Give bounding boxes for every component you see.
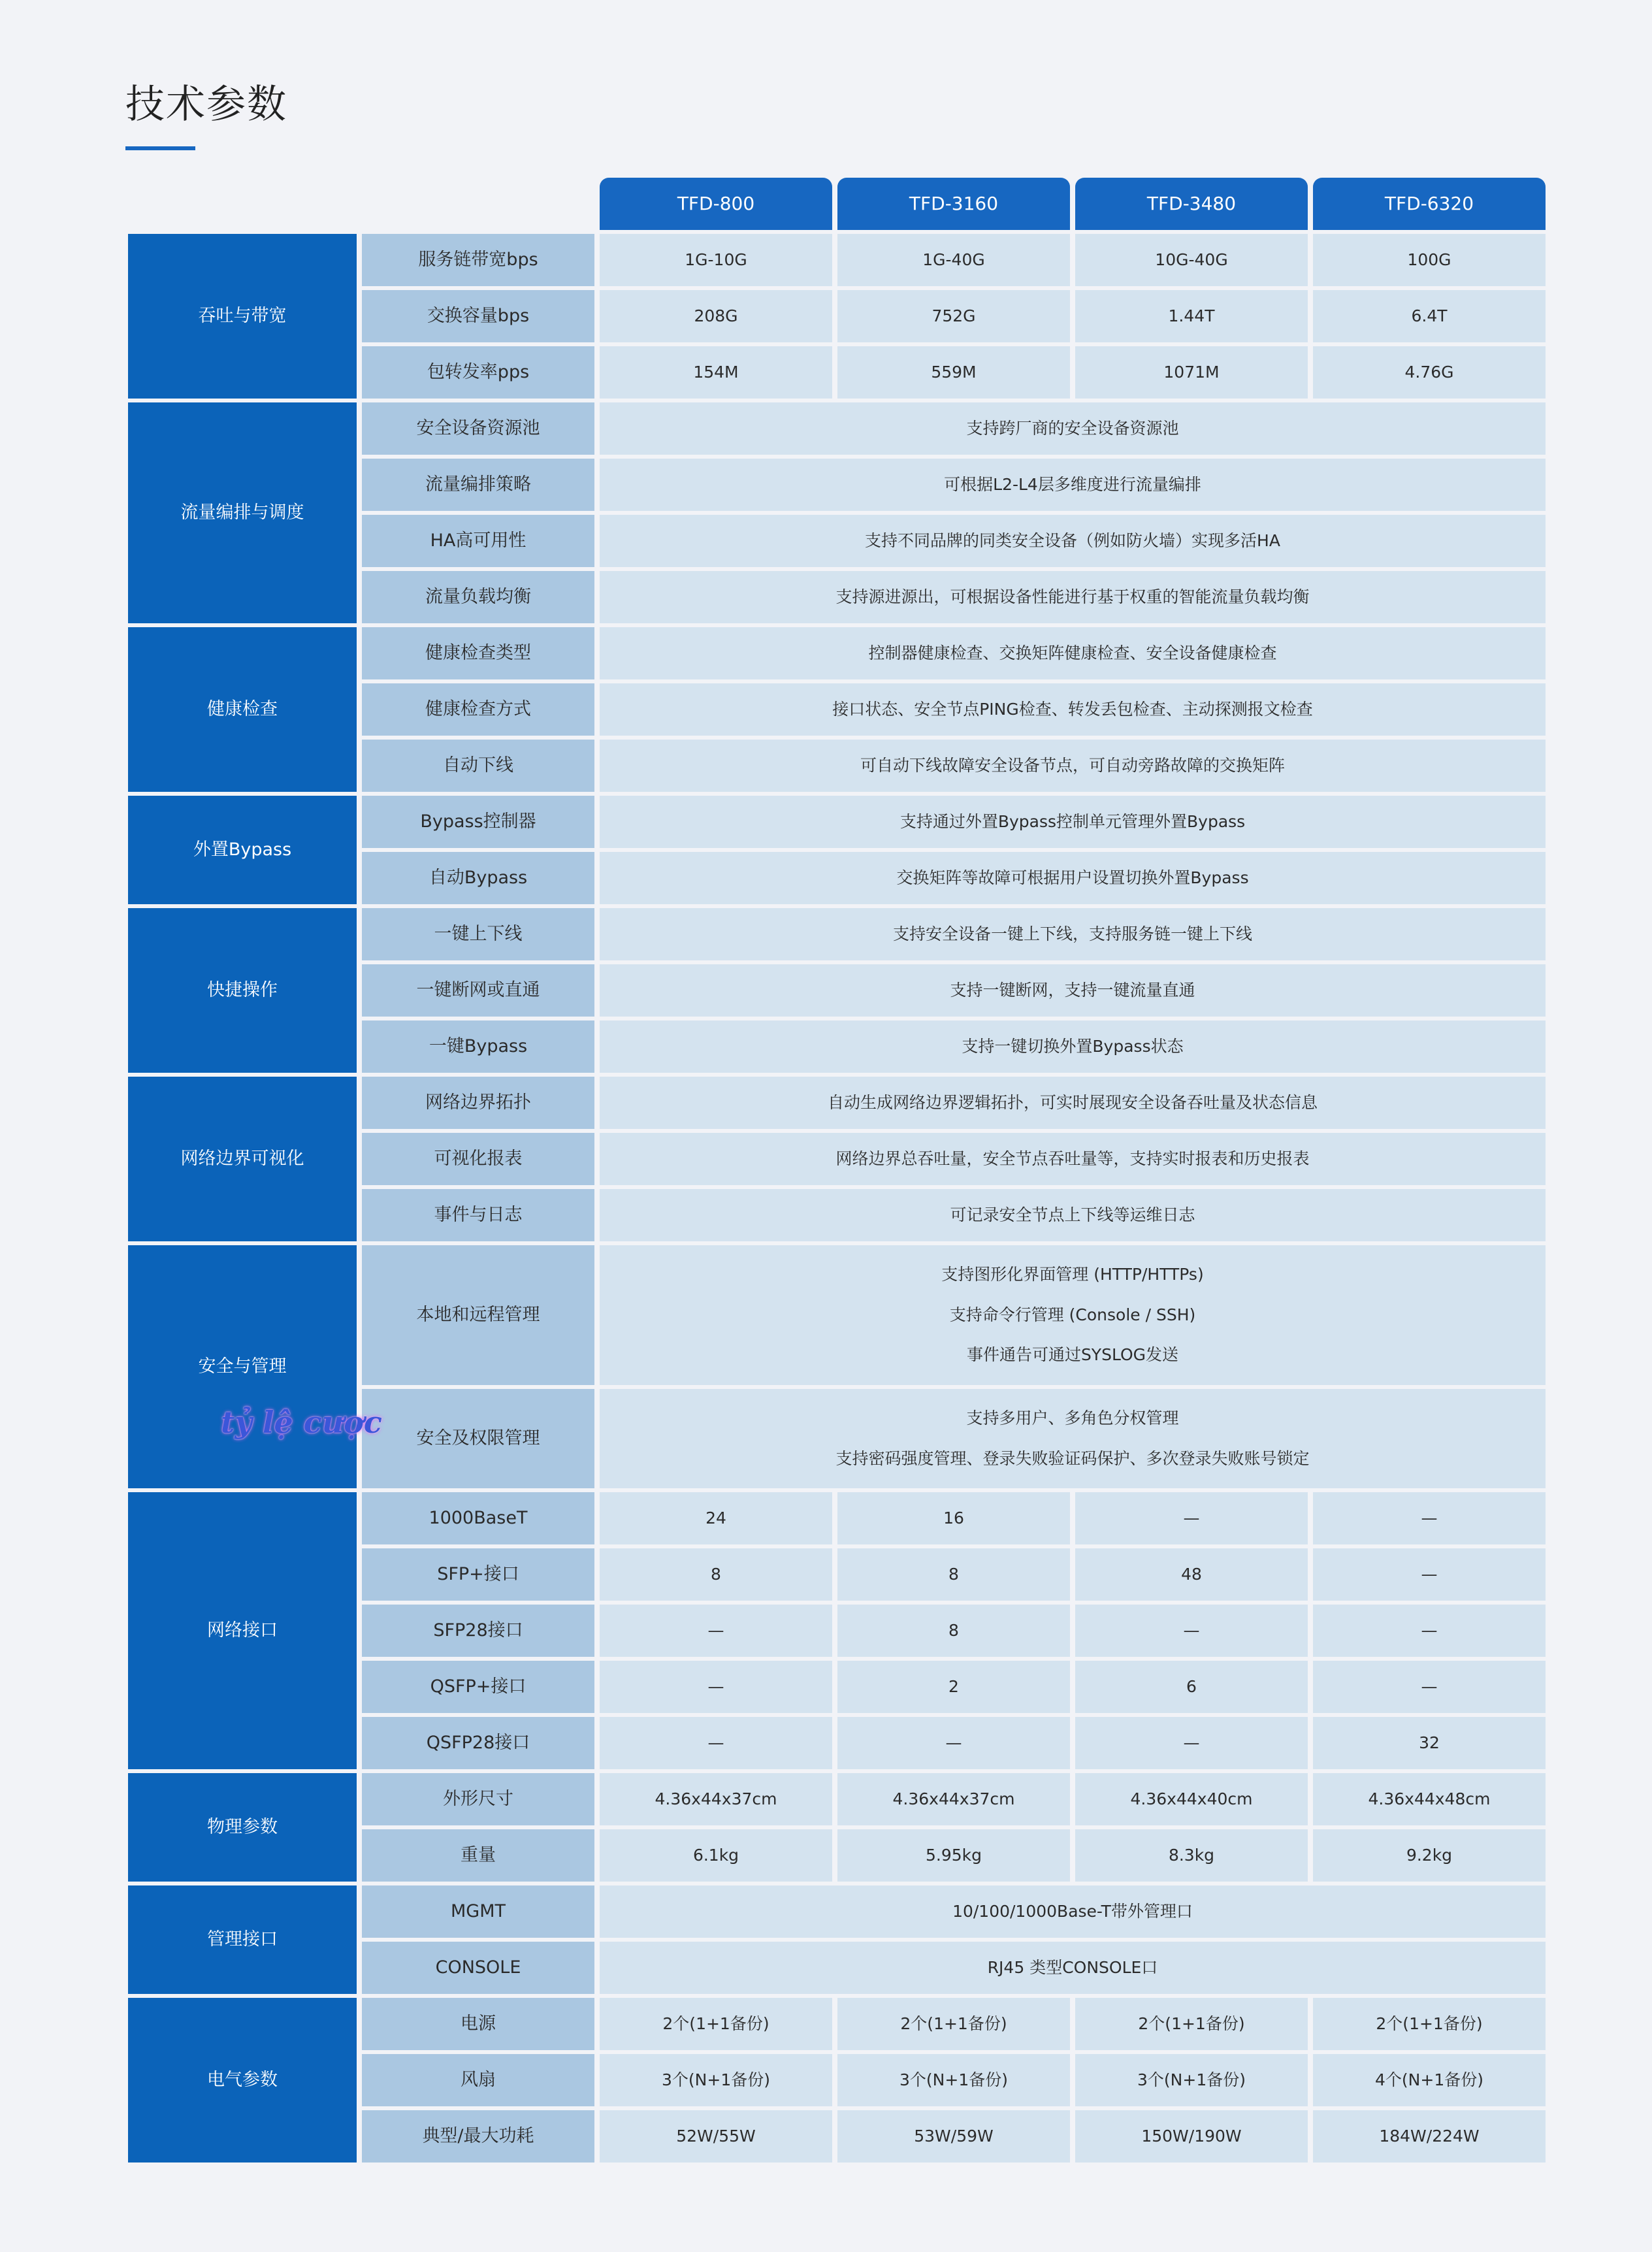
category-health: 健康检查 [128,627,357,792]
value-cell: 1071M [1075,346,1308,399]
param-security-permission: 安全及权限管理 [362,1389,594,1488]
value-cell: 1G-10G [600,234,832,286]
value-line: 支持图形化界面管理 (HTTP/HTTPs) [941,1265,1204,1284]
spec-table [128,178,1546,2162]
value-line: 支持命令行管理 (Console / SSH) [949,1305,1196,1324]
value-cell: 52W/55W [600,2110,832,2162]
param-auto-offline: 自动下线 [362,740,594,792]
value-cell: — [600,1661,832,1713]
value-cell: — [1313,1661,1546,1713]
param-sfp-plus: SFP+接口 [362,1548,594,1601]
param-security-resource-pool: 安全设备资源池 [362,402,594,455]
value-cell-span: 网络边界总吞吐量，安全节点吞吐量等，支持实时报表和历史报表 [600,1133,1546,1185]
value-cell: 4.36x44x37cm [837,1773,1070,1825]
value-cell: 6.4T [1313,290,1546,342]
param-network-topology: 网络边界拓扑 [362,1077,594,1129]
value-cell: 4.76G [1313,346,1546,399]
watermark-text: tỷ lệ cược [221,1405,382,1440]
param-mgmt: MGMT [362,1885,594,1938]
value-cell: — [837,1717,1070,1769]
model-header-tfd-800: TFD-800 [600,178,832,230]
value-cell: 3个(N+1备份) [600,2054,832,2106]
param-bypass-controller: Bypass控制器 [362,796,594,848]
value-cell: 3个(N+1备份) [1075,2054,1308,2106]
value-cell: 154M [600,346,832,399]
value-cell: 6 [1075,1661,1308,1713]
value-cell: 1.44T [1075,290,1308,342]
value-cell-multiline [600,1245,1546,1385]
value-cell-span: 控制器健康检查、交换矩阵健康检查、安全设备健康检查 [600,627,1546,679]
value-cell: — [600,1605,832,1657]
category-bypass: 外置Bypass [128,796,357,904]
value-cell: — [1313,1605,1546,1657]
value-cell: 184W/224W [1313,2110,1546,2162]
param-packet-forwarding-rate: 包转发率pps [362,346,594,399]
value-cell-span: 交换矩阵等故障可根据用户设置切换外置Bypass [600,852,1546,904]
value-cell-multiline [600,1389,1546,1488]
category-traffic: 流量编排与调度 [128,402,357,623]
value-cell: 10G-40G [1075,234,1308,286]
value-cell: 8 [837,1605,1070,1657]
param-traffic-orchestration: 流量编排策略 [362,459,594,511]
value-line: 支持多用户、多角色分权管理 [966,1409,1179,1428]
param-switching-capacity: 交换容量bps [362,290,594,342]
value-cell: 208G [600,290,832,342]
value-cell: 4个(N+1备份) [1313,2054,1546,2106]
param-health-check-method: 健康检查方式 [362,683,594,736]
value-line: 事件通告可通过SYSLOG发送 [966,1345,1179,1365]
value-cell: — [1313,1492,1546,1544]
value-cell: — [600,1717,832,1769]
value-cell: 3个(N+1备份) [837,2054,1070,2106]
category-visual: 网络边界可视化 [128,1077,357,1241]
value-line: 支持密码强度管理、登录失败验证码保护、多次登录失败账号锁定 [835,1448,1310,1468]
param-one-click-online: 一键上下线 [362,908,594,960]
value-cell: 5.95kg [837,1829,1070,1882]
param-local-remote-management: 本地和远程管理 [362,1245,594,1385]
value-cell: 4.36x44x40cm [1075,1773,1308,1825]
category-throughput: 吞吐与带宽 [128,234,357,399]
value-cell-span: 可自动下线故障安全设备节点，可自动旁路故障的交换矩阵 [600,740,1546,792]
category-physical: 物理参数 [128,1773,357,1882]
model-header-tfd-3480: TFD-3480 [1075,178,1308,230]
value-cell: 4.36x44x48cm [1313,1773,1546,1825]
param-visual-report: 可视化报表 [362,1133,594,1185]
value-cell: — [1075,1717,1308,1769]
value-cell: 752G [837,290,1070,342]
value-cell: 2个(1+1备份) [837,1998,1070,2050]
value-cell-span: RJ45 类型CONSOLE口 [600,1942,1546,1994]
category-ports: 网络接口 [128,1492,357,1769]
value-cell: 1G-40G [837,234,1070,286]
value-cell: 32 [1313,1717,1546,1769]
param-fan: 风扇 [362,2054,594,2106]
value-cell-span: 支持跨厂商的安全设备资源池 [600,402,1546,455]
param-service-chain-bandwidth: 服务链带宽bps [362,234,594,286]
param-console: CONSOLE [362,1942,594,1994]
value-cell-span: 支持一键切换外置Bypass状态 [600,1020,1546,1073]
value-cell: 8 [600,1548,832,1601]
page-title: 技术参数 [125,82,287,127]
param-load-balancing: 流量负载均衡 [362,571,594,623]
param-1000baset: 1000BaseT [362,1492,594,1544]
value-cell: 48 [1075,1548,1308,1601]
param-power-supply: 电源 [362,1998,594,2050]
value-cell: 53W/59W [837,2110,1070,2162]
model-header-tfd-3160: TFD-3160 [837,178,1070,230]
category-security: 安全与管理 [128,1245,357,1488]
value-cell: 6.1kg [600,1829,832,1882]
value-cell: 559M [837,346,1070,399]
value-cell-span: 支持通过外置Bypass控制单元管理外置Bypass [600,796,1546,848]
value-cell: 2个(1+1备份) [1075,1998,1308,2050]
value-cell: 9.2kg [1313,1829,1546,1882]
value-cell-span: 可记录安全节点上下线等运维日志 [600,1189,1546,1241]
value-cell: — [1075,1605,1308,1657]
value-cell: 2个(1+1备份) [1313,1998,1546,2050]
title-underline [125,146,195,150]
value-cell: 2 [837,1661,1070,1713]
param-ha: HA高可用性 [362,515,594,567]
value-cell: 8.3kg [1075,1829,1308,1882]
value-cell: 16 [837,1492,1070,1544]
value-cell: — [1075,1492,1308,1544]
value-cell: 2个(1+1备份) [600,1998,832,2050]
value-cell-span: 支持一键断网，支持一键流量直通 [600,964,1546,1017]
value-cell: — [1313,1548,1546,1601]
param-dimensions: 外形尺寸 [362,1773,594,1825]
value-cell: 150W/190W [1075,2110,1308,2162]
category-power: 电气参数 [128,1998,357,2162]
value-cell-span: 支持源进源出，可根据设备性能进行基于权重的智能流量负载均衡 [600,571,1546,623]
value-cell-span: 支持安全设备一键上下线，支持服务链一键上下线 [600,908,1546,960]
value-cell: 8 [837,1548,1070,1601]
value-cell: 24 [600,1492,832,1544]
param-auto-bypass: 自动Bypass [362,852,594,904]
param-one-click-bypass: 一键Bypass [362,1020,594,1073]
param-weight: 重量 [362,1829,594,1882]
value-cell-span: 10/100/1000Base-T带外管理口 [600,1885,1546,1938]
value-cell-span: 可根据L2-L4层多维度进行流量编排 [600,459,1546,511]
category-mgmt: 管理接口 [128,1885,357,1994]
param-health-check-type: 健康检查类型 [362,627,594,679]
param-sfp28: SFP28接口 [362,1605,594,1657]
param-one-click-cutoff: 一键断网或直通 [362,964,594,1017]
value-cell-span: 接口状态、安全节点PING检查、转发丢包检查、主动探测报文检查 [600,683,1546,736]
param-events-logs: 事件与日志 [362,1189,594,1241]
param-qsfp-plus: QSFP+接口 [362,1661,594,1713]
category-quick: 快捷操作 [128,908,357,1073]
value-cell-span: 自动生成网络边界逻辑拓扑，可实时展现安全设备吞吐量及状态信息 [600,1077,1546,1129]
value-cell: 4.36x44x37cm [600,1773,832,1825]
param-qsfp28: QSFP28接口 [362,1717,594,1769]
param-power-consumption: 典型/最大功耗 [362,2110,594,2162]
value-cell-span: 支持不同品牌的同类安全设备（例如防火墙）实现多活HA [600,515,1546,567]
value-cell: 100G [1313,234,1546,286]
model-header-tfd-6320: TFD-6320 [1313,178,1546,230]
